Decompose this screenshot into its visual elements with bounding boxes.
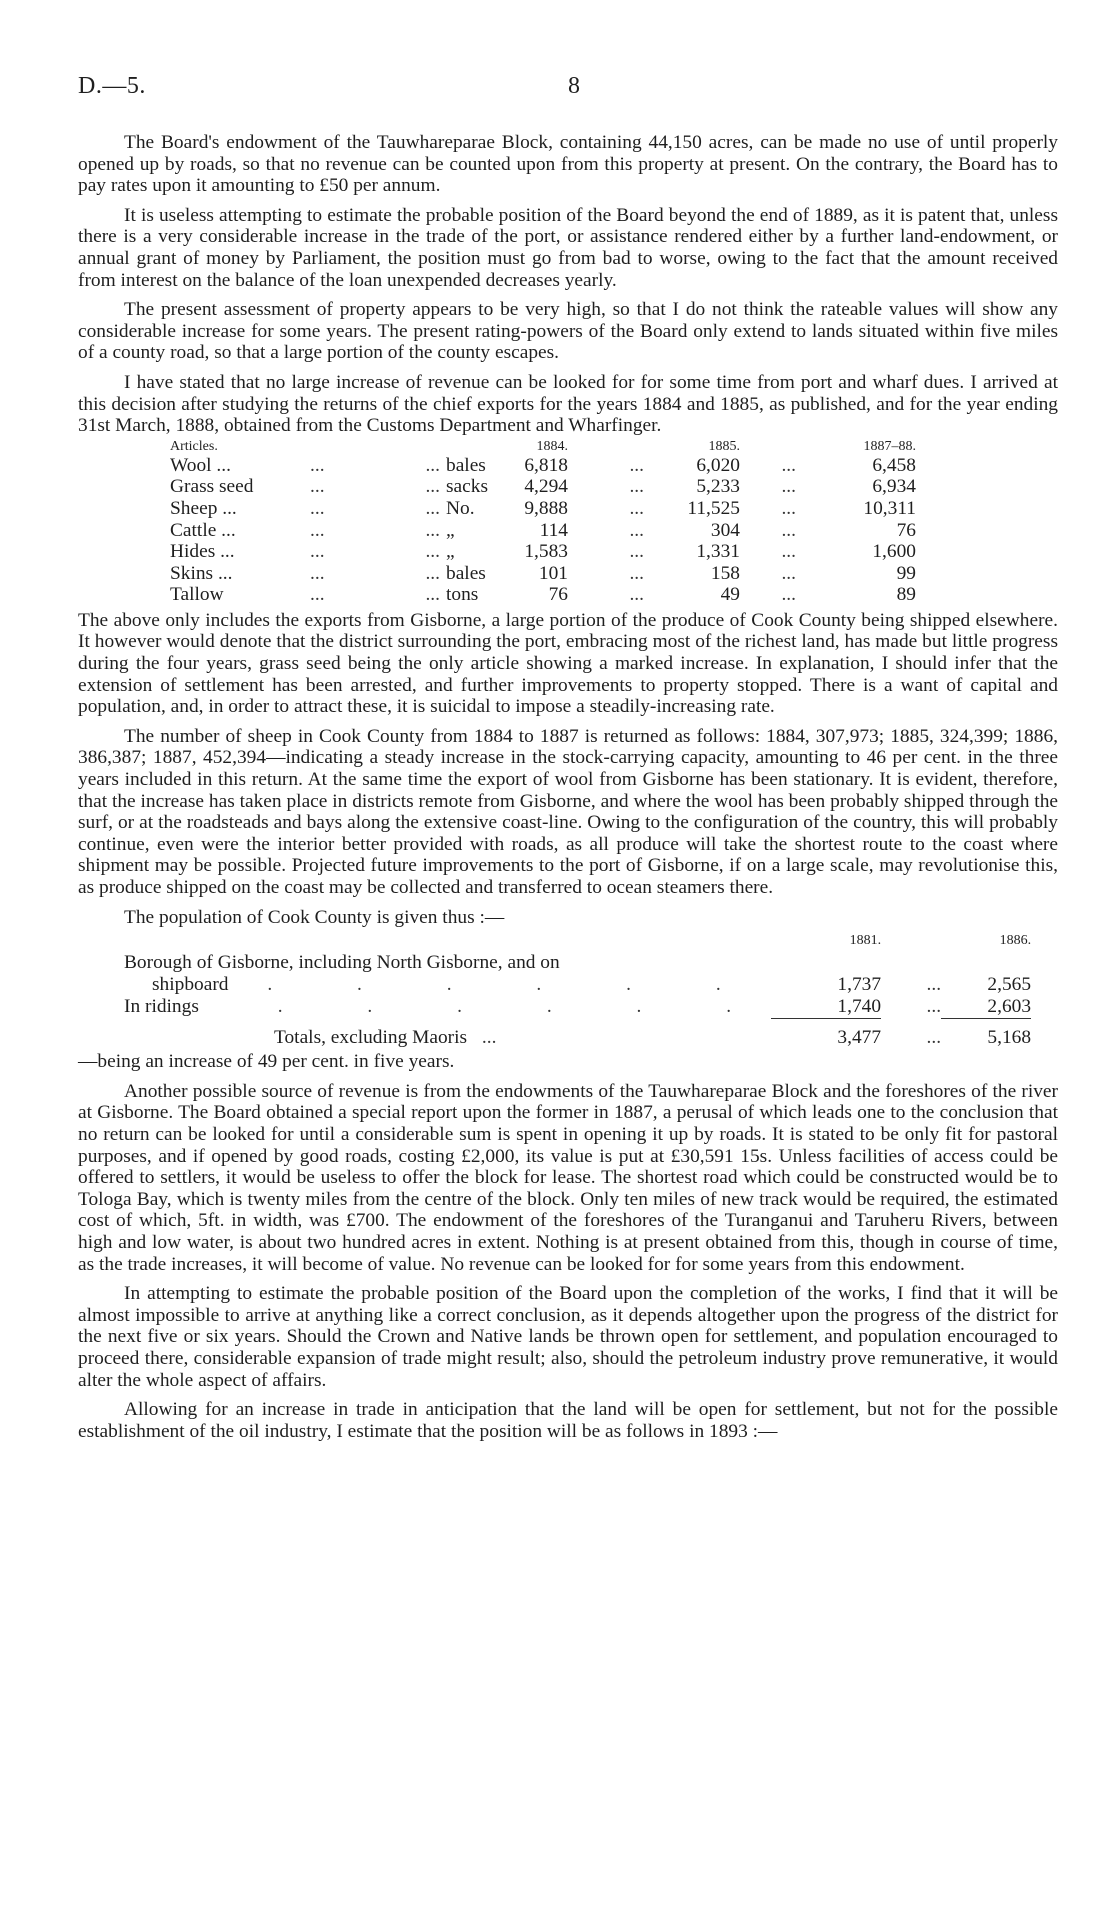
value-1885: 1,331 (696, 541, 740, 563)
value-1884: 9,888 (524, 497, 568, 519)
value-1887: 76 (896, 519, 916, 541)
leader-dots: ... (425, 584, 440, 606)
leader-dots: ... (926, 1026, 942, 1048)
value-1885: 304 (710, 519, 740, 541)
ridings-label: In ridings (124, 996, 199, 1018)
leader-dots: ... (425, 519, 440, 541)
year-1881-header: 1881. (849, 933, 882, 949)
leader-dots: ... (629, 519, 644, 541)
leader-dots: ... (425, 497, 440, 519)
paragraph: I have stated that no large increase of revenue can be looked for for some time from port and wharf dues. I arrived at this decision after studying the returns of the chief exports for the years 1884 and 1885, as published, and for the year ending 31st March, 1888, obtained from the Customs Department and Wharfinger. (78, 371, 1058, 437)
leader-dots: ... (629, 454, 644, 476)
value-1885: 11,525 (687, 497, 740, 519)
leader-dots: ... (310, 541, 325, 563)
leader-dots: ... (310, 476, 325, 498)
paragraph: In attempting to estimate the probable position of the Board upon the completion of the works, I find that it will be almost impossible to arrive at anything like a correct conclusion, as it depends altogether upon the progress of the district for the next five or six years. Should the Crown and Native lands be thrown open for settlement, and population encouraged to proceed there, considerable expansion of trade might result; also, should the petroleum industry prove remunerative, it would alter the whole aspect of affairs. (78, 1283, 1058, 1391)
leader-dots: ... (926, 974, 942, 996)
value-1887: 6,458 (872, 454, 916, 476)
leader-dots: ... (310, 519, 325, 541)
population-row (124, 974, 1031, 996)
article-cell: Skins ... (170, 562, 233, 584)
leader-dots: ... (781, 497, 796, 519)
paragraph: The population of Cook County is given thus :— (124, 906, 505, 928)
leader-dots: ... (781, 519, 796, 541)
leader-dots: ... (781, 541, 796, 563)
exports-row (170, 498, 916, 520)
articles-header: Articles. (170, 438, 218, 454)
unit-cell: bales (446, 454, 486, 476)
value-1885: 49 (720, 584, 740, 606)
leader-dots: ... (629, 497, 644, 519)
value-1884: 76 (548, 584, 568, 606)
borough-1881: 1,737 (837, 974, 882, 996)
year-1886-header: 1886. (999, 933, 1032, 949)
value-1887: 89 (896, 584, 916, 606)
leader-dots: ... (781, 562, 796, 584)
population-header-row (124, 930, 1031, 952)
totals-1886: 5,168 (987, 1027, 1032, 1049)
article-cell: Tallow (170, 584, 224, 606)
value-1887: 99 (896, 562, 916, 584)
value-1887: 6,934 (872, 476, 916, 498)
leader-dots: ... (310, 562, 325, 584)
population-row (124, 996, 1031, 1019)
page-number: 8 (568, 73, 580, 99)
unit-cell: No. (446, 497, 475, 519)
leader-dots: ... (629, 541, 644, 563)
value-1884: 4,294 (524, 476, 568, 498)
exports-row (170, 520, 916, 542)
paragraph: The number of sheep in Cook County from 1884 to 1887 is returned as follows: 1884, 307,973; 1885, 324,399; 1886, 386,387; 1887, 452,394—indicating a steady increase in the stock-carrying capacity, amounting to 46 per cent. in the three years included in this return. At the same time the export of wool from Gisborne has been stationary. It is evident, therefore, that the increase has taken place in districts remote from Gisborne, and where the wool has been probably shipped through the surf, or at the roadsteads and bays along the extensive coast-line. Owing to the configuration of the country, this will probably continue, even were the interior better provided with roads, as all produce will take the shortest route to the coast where shipment may be possible. Projected future improvements to the port of Gisborne, if on a large scale, may revolutionise this, as produce shipped on the coast may be collected and transferred to ocean steamers there. (78, 725, 1058, 898)
year-1887-header: 1887–88. (863, 438, 916, 454)
population-row (124, 952, 1031, 974)
unit-cell: tons (446, 584, 479, 606)
value-1885: 6,020 (696, 454, 740, 476)
unit-cell: bales (446, 562, 486, 584)
paragraph: —being an increase of 49 per cent. in five years. (78, 1051, 455, 1073)
ridings-1881: 1,740 (771, 996, 881, 1019)
totals-1881: 3,477 (837, 1027, 882, 1049)
value-1884: 101 (538, 562, 568, 584)
article-cell: Grass seed (170, 476, 254, 498)
exports-row (170, 455, 916, 477)
paragraph: It is useless attempting to estimate the probable position of the Board beyond the end of 1889, as it is patent that, unless there is a very considerable increase in the trade of the port, or assistance rendered either by a further land-endowment, or annual grant of money by Parliament, the position must go from bad to worse, owing to the fact that the amount received from interest on the balance of the loan unexpended decreases yearly. (78, 204, 1058, 291)
leader-dots: . . . . . . (267, 974, 761, 996)
leader-dots: ... (310, 454, 325, 476)
paragraph: Another possible source of revenue is from the endowments of the Tauwhareparae Block and the foreshores of the river at Gisborne. The Board obtained a special report upon the former in 1887, a perusal of which leads one to the conclusion that no return can be looked for until a considerable sum is spent in opening it up by roads. It is stated to be only fit for pastoral purposes, and if opened by good roads, costing £2,000, its value is put at £30,591 15s. Unless facilities of access could be offered to settlers, it would be useless to offer the block for lease. The shortest road which could be constructed would be to Tologa Bay, which is twenty miles from the centre of the block. Only ten miles of new track would be required, the estimated cost of which, 5ft. in width, was £700. The endowment of the foreshores of the Turanganui and Taruheru Rivers, between high and low water, is about two hundred acres in extent. Nothing is at present obtained from this, though in course of time, as the trade increases, it will become of value. No revenue can be looked for for some years from this endowment. (78, 1080, 1058, 1275)
paragraph: The above only includes the exports from Gisborne, a large portion of the produce of Cook County being shipped elsewhere. It however would denote that the district surrounding the port, embracing most of the richest land, has made but little progress during the four years, grass seed being the only article showing a marked increase. In explanation, I should infer that the extension of settlement has been arrested, and further improvements to property stopped. There is a want of capital and population, and, in order to attract these, it is suicidal to impose a steadily-increasing rate. (78, 609, 1058, 718)
article-cell: Wool ... (170, 454, 231, 476)
paragraph: The present assessment of property appears to be very high, so that I do not think the rateable values will show any considerable increase for some years. The present rating-powers of the Board only extend to lands situated within five miles of a county road, so that a large portion of the county escapes. (78, 299, 1058, 364)
value-1887: 1,600 (872, 541, 916, 563)
leader-dots: . . . . . . (277, 996, 772, 1018)
exports-row (170, 476, 916, 498)
exports-row (170, 541, 916, 563)
leader-dots: ... (926, 996, 942, 1018)
borough-label: Borough of Gisborne, including North Gisborne, and on (124, 952, 560, 974)
leader-dots: ... (781, 584, 796, 606)
year-1885-header: 1885. (708, 438, 740, 454)
borough-1886: 2,565 (987, 974, 1032, 996)
unit-cell: sacks (446, 476, 489, 498)
exports-table (170, 439, 916, 606)
leader-dots: ... (425, 562, 440, 584)
leader-dots: ... (481, 1026, 497, 1048)
value-1885: 158 (710, 562, 740, 584)
value-1885: 5,233 (696, 476, 740, 498)
leader-dots: ... (629, 584, 644, 606)
value-1884: 114 (539, 519, 568, 541)
page-header (78, 73, 1078, 106)
value-1884: 6,818 (524, 454, 568, 476)
leader-dots: ... (629, 476, 644, 498)
document-body (78, 132, 1058, 1450)
population-totals-row (124, 1019, 1031, 1050)
exports-row (170, 584, 916, 606)
leader-dots: ... (425, 454, 440, 476)
ridings-1886: 2,603 (941, 996, 1031, 1019)
totals-label: Totals, excluding Maoris (274, 1026, 468, 1048)
population-table (124, 930, 1031, 1049)
leader-dots: ... (629, 562, 644, 584)
article-cell: Hides ... (170, 541, 235, 563)
article-cell: Sheep ... (170, 497, 237, 519)
value-1887: 10,311 (863, 497, 916, 519)
leader-dots: ... (310, 584, 325, 606)
document-reference: D.—5. (78, 73, 146, 99)
exports-header-row (170, 439, 916, 455)
unit-cell: „ (446, 519, 455, 541)
paragraph: The Board's endowment of the Tauwhareparae Block, containing 44,150 acres, can be made no use of until properly opened up by roads, so that no revenue can be counted upon from this property at present. On the contrary, the Board has to pay rates upon it amounting to £50 per annum. (78, 132, 1058, 197)
value-1884: 1,583 (524, 541, 568, 563)
leader-dots: ... (781, 454, 796, 476)
leader-dots: ... (781, 476, 796, 498)
leader-dots: ... (425, 476, 440, 498)
unit-cell: „ (446, 541, 455, 563)
paragraph: Allowing for an increase in trade in anticipation that the land will be open for settlement, but not for the possible establishment of the oil industry, I estimate that the position will be as follows in 1893 :— (78, 1399, 1058, 1442)
leader-dots: ... (425, 541, 440, 563)
exports-row (170, 563, 916, 585)
leader-dots: ... (310, 497, 325, 519)
borough-label-cont: shipboard (152, 974, 229, 996)
article-cell: Cattle ... (170, 519, 236, 541)
year-1884-header: 1884. (536, 438, 568, 454)
